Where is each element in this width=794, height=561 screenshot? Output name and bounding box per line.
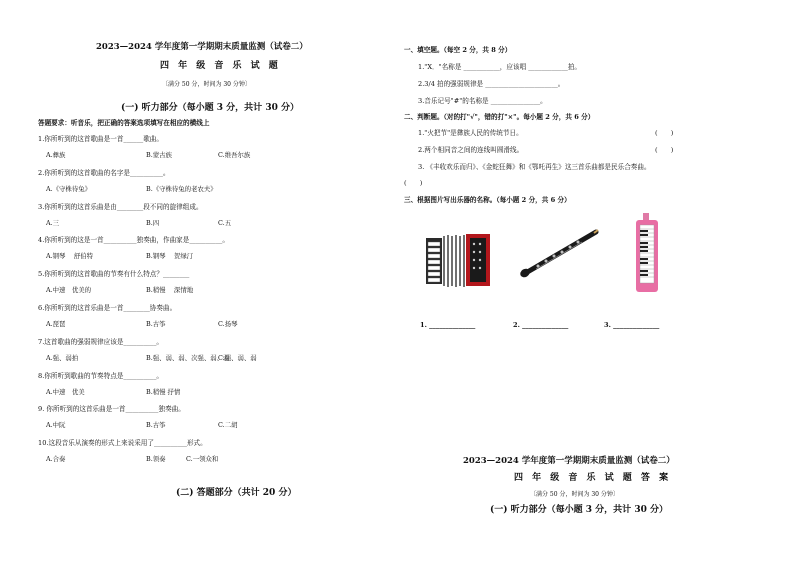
question-8-option: A.中速 优美 (46, 387, 85, 396)
question-9-option: C.二胡 (218, 421, 238, 430)
question-3-option: C.五 (218, 218, 232, 227)
judge-3-paren: ( ) (404, 179, 423, 187)
judge-1: 1."火把节"是彝族人民的传统节日。 (418, 129, 523, 137)
question-4: 4.你所听到的这是一首__________独奏曲，作曲家是__________。 (38, 236, 229, 245)
section2-title: 二、判断题。（对的打"√"，错的打"×"。每小题 2 分，共 6 分） (404, 113, 595, 121)
judge-1-paren: ( ) (655, 129, 674, 137)
question-2-option: B.《守株待兔的老农夫》 (146, 184, 217, 193)
part1-title: (一) 听力部分（每小题 3 分，共计 30 分） (121, 103, 299, 113)
question-10-option: B.领奏 (146, 455, 166, 464)
answer-title: 2023—2024 学年度第一学期期末质量监测（试卷二） (463, 456, 675, 466)
question-10-option: C.一领众和 (186, 455, 219, 464)
question-6-option: B.古筝 (146, 320, 166, 328)
question-4-option: B.钢琴 贺绿汀 (146, 252, 194, 261)
question-9-option: A.中阮 (46, 421, 66, 430)
question-7-option: B.强、弱、弱、次强、弱、弱 (146, 353, 230, 362)
question-4-option: A.钢琴 舒伯特 (46, 252, 94, 261)
question-1-option: B.蒙古族 (146, 151, 172, 159)
answer-subtitle: 四 年 级 音 乐 试 题 答 案 (514, 473, 672, 483)
answer-part1-title: (一) 听力部分（每小题 3 分，共计 30 分） (490, 505, 668, 515)
oboe-icon (518, 226, 600, 280)
melodica-icon (633, 213, 661, 293)
question-7: 7.这首歌曲的强弱规律应该是__________。 (38, 337, 163, 346)
accordion-icon (424, 232, 494, 288)
question-8: 8.你所听到歌曲的节奏特点是__________。 (38, 371, 163, 380)
question-9-option: B.古筝 (146, 421, 166, 430)
question-6: 6.你所听到的这首乐曲是一首________协奏曲。 (38, 304, 177, 312)
question-3-option: B.四 (146, 218, 160, 227)
question-10: 10.这段音乐从演奏的形式上来说采用了__________形式。 (38, 439, 207, 448)
question-3: 3.你所听到的这首乐曲是由________段不同的旋律组成。 (38, 202, 203, 211)
question-2: 2.你所听到的这首歌曲的名字是__________。 (38, 168, 170, 177)
fill-2: 2.3/4 拍的强弱规律是 ______________________。 (418, 80, 565, 88)
question-1-option: A.彝族 (46, 151, 66, 159)
instructions: 答题要求：听音乐，把正确的答案选项填写在相应的横线上 (38, 119, 210, 127)
judge-2: 2.两个相同音之间的连线叫圆滑线。 (418, 146, 524, 154)
answer-1: 1. ______________ (420, 321, 476, 329)
question-7-option: A.强、弱拍 (46, 353, 79, 362)
part2-title: (二) 答题部分（共计 20 分） (176, 488, 297, 498)
answer-2: 2. ______________ (513, 321, 569, 329)
answer-note: 〔满分 50 分，时间为 30 分钟〕 (530, 491, 619, 498)
question-1-option: C.维吾尔族 (218, 151, 251, 159)
question-10-option: A.合奏 (46, 455, 66, 464)
question-5-option: A.中速 优美的 (46, 286, 91, 295)
exam-title: 2023—2024 学年度第一学期期末质量监测（试卷二） (96, 42, 308, 52)
question-7-option: C.强、弱、弱 (218, 353, 257, 362)
question-5-option: B.稍慢 深情地 (146, 286, 194, 295)
question-9: 9. 你所听到的这首乐曲是一首__________独奏曲。 (38, 405, 185, 414)
question-6-option: A.琵琶 (46, 320, 66, 328)
question-5: 5.你所听到的这首歌曲的节奏有什么特点？________ (38, 270, 190, 279)
section3-title: 三、根据图片写出乐器的名称。（每小题 2 分，共 6 分） (404, 196, 571, 204)
question-2-option: A.《守株待兔》 (46, 184, 91, 193)
question-3-option: A.三 (46, 218, 60, 227)
judge-3: 3. 《丰收欢乐而归》、《金蛇狂舞》和《鄂吒再生》这三首乐曲都是民乐合奏曲。 (418, 163, 651, 171)
fill-1: 1."X．"名称是 ___________，应该唱 ____________拍。 (418, 63, 582, 71)
fill-3: 3.音乐记号"#"的名称是 _______________。 (418, 97, 547, 105)
question-1: 1.你所听到的这首歌曲是一首______歌曲。 (38, 135, 163, 143)
judge-2-paren: ( ) (655, 146, 674, 154)
exam-subtitle: 四 年 级 音 乐 试 题 (160, 61, 281, 71)
answer-3: 3. ______________ (604, 321, 660, 329)
question-6-option: C.扬琴 (218, 320, 238, 328)
section1-title: 一、填空题。（每空 2 分，共 8 分） (404, 46, 512, 54)
question-8-option: B.稍慢 抒情 (146, 387, 181, 396)
exam-note: 〔满分 50 分，时间为 30 分钟〕 (162, 81, 251, 88)
